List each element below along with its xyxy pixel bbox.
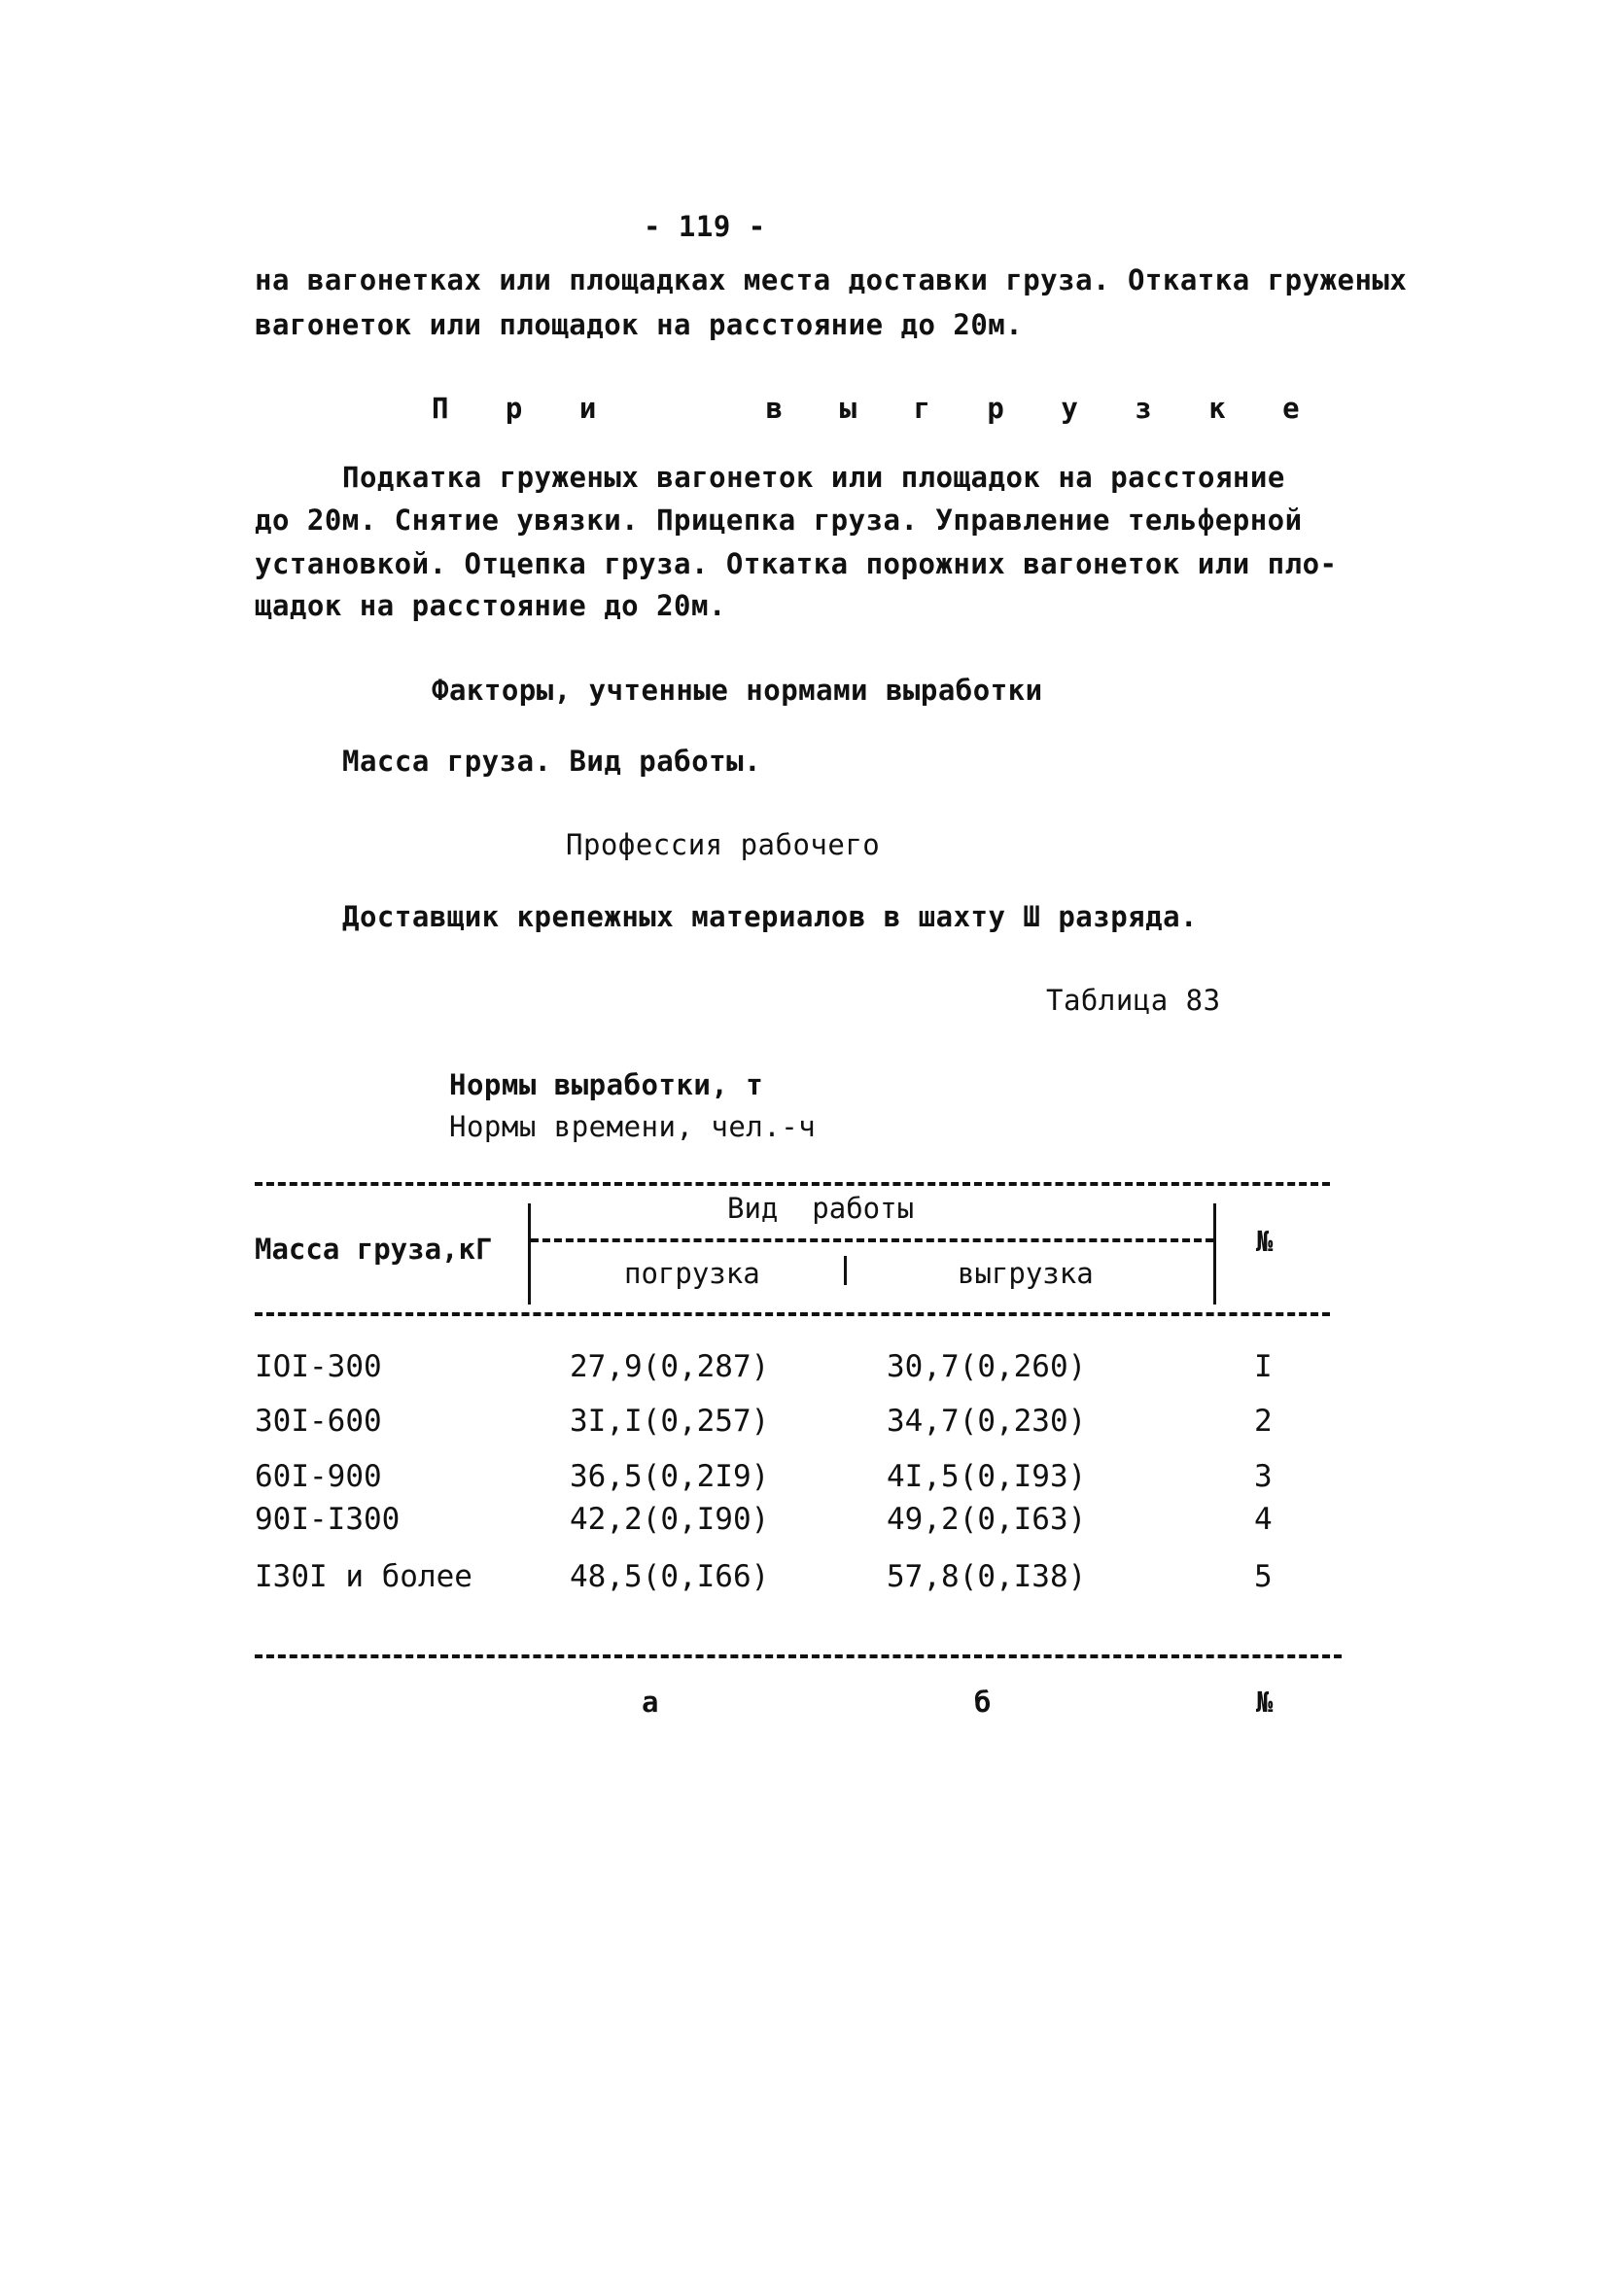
norms-output-label: Нормы выработки, т: [449, 1068, 764, 1101]
header-work-type: Вид работы: [727, 1192, 915, 1225]
footer-col-a: а: [642, 1686, 659, 1719]
unload-heading: П р и в ы г р у з к е: [432, 392, 1301, 425]
header-mass: Масса груза,кГ: [255, 1233, 493, 1266]
row-mass: IOI-300: [255, 1349, 382, 1384]
table-bottom-rule: [255, 1654, 1342, 1658]
row-load: 42,2(0,I90): [570, 1502, 770, 1537]
row-mass: I30I и более: [255, 1559, 472, 1594]
row-load: 36,5(0,2I9): [570, 1459, 770, 1494]
profession-heading: Профессия рабочего: [566, 828, 881, 861]
row-mass: 60I-900: [255, 1459, 382, 1494]
row-unload: 49,2(0,I63): [887, 1502, 1087, 1537]
table-group-rule: [531, 1238, 1213, 1242]
row-num: 4: [1254, 1502, 1273, 1537]
row-num: 3: [1254, 1459, 1273, 1494]
unload-line-4: щадок на расстояние до 20м.: [255, 589, 726, 622]
profession-text: Доставщик крепежных материалов в шахту Ш разряда.: [342, 900, 1199, 933]
unload-line-1: Подкатка груженых вагонеток или площадок на расстояние: [342, 461, 1285, 494]
unload-line-2: до 20м. Снятие увязки. Прицепка груза. Управление тельферной: [255, 504, 1303, 537]
unload-line-3: установкой. Отцепка груза. Откатка порожних вагонеток или пло-: [255, 547, 1338, 580]
footer-col-b: б: [974, 1686, 992, 1719]
row-load: 27,9(0,287): [570, 1349, 770, 1384]
norms-time-label: Нормы времени, чел.-ч: [449, 1110, 817, 1143]
row-unload: 30,7(0,260): [887, 1349, 1087, 1384]
row-mass: 30I-600: [255, 1404, 382, 1439]
page-number: - 119 -: [644, 210, 766, 243]
header-load: погрузка: [624, 1257, 760, 1290]
table-label: Таблица 83: [1046, 984, 1221, 1017]
footer-num: №: [1256, 1686, 1274, 1719]
header-num: №: [1256, 1225, 1274, 1258]
table-top-rule: [255, 1182, 1330, 1186]
row-num: 2: [1254, 1404, 1273, 1439]
table-divider-mass: [528, 1203, 531, 1305]
intro-line-2: вагонеток или площадок на расстояние до 20м.: [255, 308, 1024, 341]
row-unload: 34,7(0,230): [887, 1404, 1087, 1439]
row-num: 5: [1254, 1559, 1273, 1594]
row-load: 3I,I(0,257): [570, 1404, 770, 1439]
table-divider-subcols: [844, 1256, 847, 1285]
intro-line-1: на вагонетках или площадках места доставки груза. Откатка груженых: [255, 263, 1408, 296]
row-num: I: [1254, 1349, 1273, 1384]
factors-text: Масса груза. Вид работы.: [342, 745, 762, 778]
row-unload: 57,8(0,I38): [887, 1559, 1087, 1594]
header-unload: выгрузка: [958, 1257, 1094, 1290]
table-divider-num: [1213, 1203, 1216, 1305]
factors-heading: Факторы, учтенные нормами выработки: [432, 674, 1043, 707]
row-mass: 90I-I300: [255, 1502, 401, 1537]
row-unload: 4I,5(0,I93): [887, 1459, 1087, 1494]
table-header-rule: [255, 1312, 1330, 1316]
row-load: 48,5(0,I66): [570, 1559, 770, 1594]
